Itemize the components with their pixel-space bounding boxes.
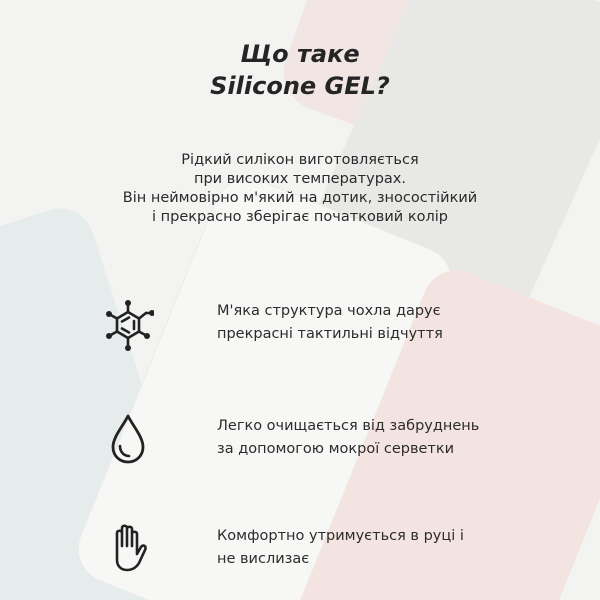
title-line: Silicone GEL?	[210, 72, 390, 100]
feature-line: М'яка структура чохла дарує	[217, 303, 441, 319]
title-line: Що таке	[240, 40, 360, 68]
feature-item-soft-structure	[0, 300, 600, 360]
feature-line: за допомогою мокрої серветки	[217, 441, 455, 457]
intro-line: і прекрасно зберігає початковий колір	[152, 209, 448, 225]
hand-icon	[102, 520, 154, 576]
feature-text	[217, 525, 517, 571]
feature-text	[217, 415, 517, 461]
feature-item-comfortable-grip	[0, 520, 600, 580]
feature-text	[217, 300, 517, 346]
feature-item-easy-cleaning	[0, 412, 600, 472]
feature-line: не вислизає	[217, 551, 310, 567]
feature-line: Комфортно утримується в руці і	[217, 528, 464, 544]
intro-line: Рідкий силікон виготовляється	[181, 152, 419, 168]
feature-line: прекрасні тактильні відчуття	[217, 326, 443, 342]
intro-line: при високих температурах.	[193, 171, 406, 187]
intro-paragraph	[0, 151, 600, 227]
feature-line: Легко очищається від забруднень	[217, 418, 480, 434]
water-drop-icon	[102, 412, 154, 468]
page-title	[0, 38, 600, 102]
intro-line: Він неймовірно м'який на дотик, зносостійкий	[122, 190, 478, 206]
molecule-icon	[102, 298, 154, 354]
